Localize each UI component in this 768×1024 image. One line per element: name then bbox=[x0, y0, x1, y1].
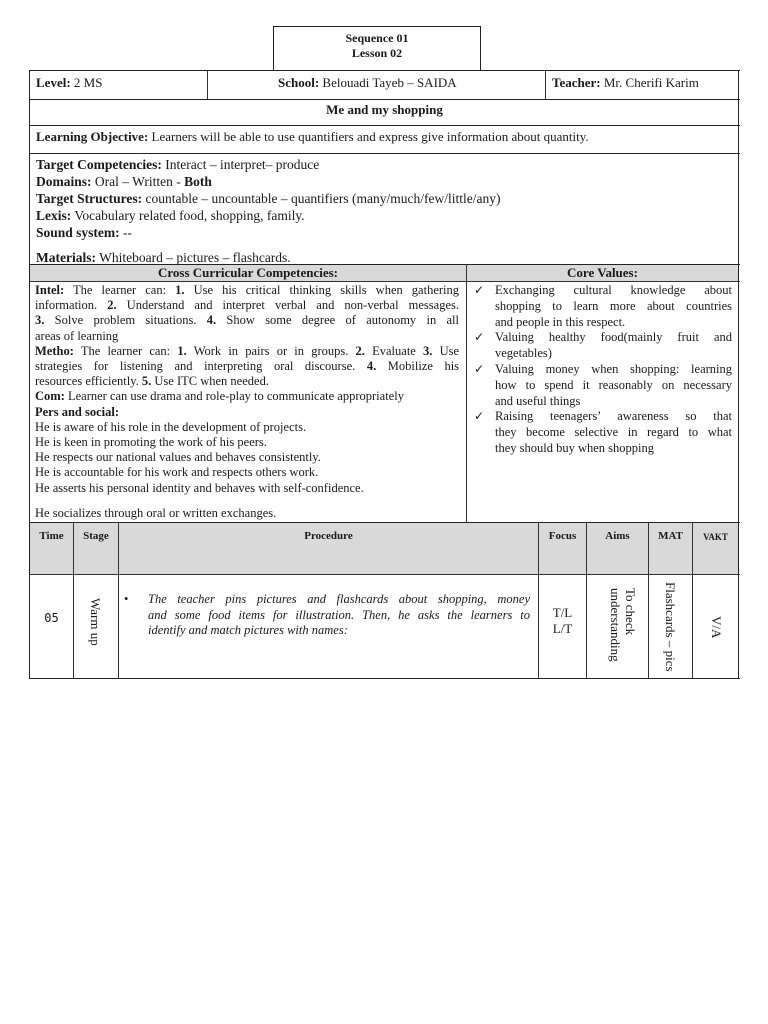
check-icon: ✓ bbox=[474, 409, 485, 424]
pers-line: He is keen in promoting the work of his peers. bbox=[35, 435, 267, 450]
domains-value: Oral – Written - bbox=[94, 174, 181, 189]
table-border bbox=[29, 678, 740, 679]
value-line: Exchanging cultural knowledge about bbox=[495, 283, 732, 297]
level-value: 2 MS bbox=[73, 75, 103, 90]
value-line: vegetables) bbox=[495, 346, 552, 361]
metho-line-3 bbox=[35, 374, 459, 389]
num: 1. bbox=[175, 283, 185, 297]
check-icon: ✓ bbox=[474, 283, 485, 297]
intel-line-4: areas of learning bbox=[35, 328, 119, 343]
objective-text: Learners will be able to use quantifiers and express give information about quantity. bbox=[151, 129, 589, 144]
aims-line: To check bbox=[623, 588, 638, 636]
text: Learner can use drama and role-play to communicate appropriately bbox=[67, 389, 404, 404]
teacher-value: Mr. Cherifi Karim bbox=[603, 75, 699, 90]
school-value: Belouadi Tayeb – SAIDA bbox=[322, 75, 457, 90]
value-line: shopping to learn more about countries bbox=[495, 298, 732, 313]
row-stage: Warm up bbox=[88, 598, 103, 646]
structures-label: Target Structures: bbox=[36, 191, 143, 206]
text: Use ITC when needed. bbox=[154, 374, 269, 389]
table-border bbox=[545, 70, 546, 99]
domains-bold: Both bbox=[184, 174, 212, 189]
school-label: School: bbox=[278, 75, 320, 90]
metho-label: Metho: bbox=[35, 343, 74, 358]
materials-label: Materials: bbox=[36, 250, 96, 265]
pers-label: Pers and social: bbox=[35, 404, 120, 419]
objective-label: Learning Objective: bbox=[36, 129, 149, 144]
procedure-line: The teacher pins pictures and flashcards about shopping, money bbox=[148, 592, 530, 606]
materials-line bbox=[36, 249, 501, 266]
competencies-label: Target Competencies: bbox=[36, 157, 162, 172]
num: 4. bbox=[206, 313, 217, 328]
num: 5. bbox=[141, 374, 152, 389]
header-aims: Aims bbox=[605, 530, 630, 542]
num: 4. bbox=[366, 359, 377, 374]
pers-line: He asserts his personal identity and behaves with self-confidence. bbox=[35, 480, 364, 495]
table-border bbox=[29, 70, 740, 71]
value-item bbox=[472, 362, 732, 409]
text: Use his critical thinking skills when gathering bbox=[193, 283, 459, 297]
details-block bbox=[36, 156, 501, 266]
materials-value: Whiteboard – pictures – flashcards. bbox=[99, 250, 291, 265]
value-line: and people in this respect. bbox=[495, 314, 626, 329]
aims-line: understanding bbox=[608, 588, 623, 662]
sound-value: -- bbox=[123, 225, 133, 240]
value-line: they should buy when shopping bbox=[495, 440, 655, 455]
procedure-line: and some food items for illustration. Then, he asks the learners to bbox=[148, 607, 530, 622]
value-line: Valuing money when shopping: learning bbox=[495, 361, 732, 376]
table-border bbox=[207, 70, 208, 99]
row-mat: Flashcards – pics bbox=[663, 582, 678, 672]
value-item bbox=[472, 330, 732, 362]
header-mat: MAT bbox=[658, 530, 683, 542]
intel-label: Intel: bbox=[35, 283, 65, 297]
table-border bbox=[29, 574, 740, 575]
lesson-label: Lesson 02 bbox=[351, 46, 403, 60]
text: Mobilize his bbox=[387, 359, 460, 374]
num: 2. bbox=[107, 298, 117, 313]
objective-row bbox=[36, 129, 589, 144]
text: Evaluate bbox=[372, 343, 416, 358]
header-stage: Stage bbox=[83, 530, 109, 542]
text: strategies for listening and interpreting oral discourse. bbox=[35, 359, 356, 374]
pers-line: He socializes through oral or written exchanges. bbox=[35, 505, 277, 520]
pers-line: He respects our national values and behaves consistently. bbox=[35, 450, 321, 465]
sequence-box bbox=[273, 26, 481, 70]
focus-line: L/T bbox=[552, 621, 573, 636]
table-border bbox=[29, 125, 740, 126]
domains-line bbox=[36, 173, 501, 190]
metho-line-2 bbox=[35, 359, 459, 374]
num: 3. bbox=[423, 343, 433, 358]
sequence-label: Sequence 01 bbox=[345, 31, 409, 45]
cross-curricular-header: Cross Curricular Competencies: bbox=[30, 265, 466, 281]
num: 1. bbox=[177, 343, 187, 358]
intel-line-1 bbox=[35, 283, 459, 298]
domains-label: Domains: bbox=[36, 174, 92, 189]
num: 3. bbox=[35, 313, 45, 328]
teacher-label: Teacher: bbox=[552, 75, 601, 90]
procedure-line: identify and match pictures with names: bbox=[148, 623, 348, 637]
metho-line-1 bbox=[35, 344, 459, 359]
text: Solve problem situations. bbox=[54, 313, 197, 328]
value-line: how to spend it reasonably on necessary bbox=[495, 377, 732, 392]
sound-label: Sound system: bbox=[36, 225, 120, 240]
value-line: Raising teenagers’ awareness so that bbox=[495, 409, 732, 424]
lesson-title: Me and my shopping bbox=[326, 102, 443, 117]
competencies-line bbox=[36, 156, 501, 173]
check-icon: ✓ bbox=[474, 330, 485, 345]
table-border bbox=[29, 70, 30, 679]
focus-line: T/L bbox=[552, 605, 573, 620]
com-label: Com: bbox=[35, 389, 65, 404]
text: Work in pairs or in groups. bbox=[193, 343, 349, 358]
header-time: Time bbox=[39, 530, 64, 542]
intel-line-2 bbox=[35, 298, 459, 313]
row-time: 05 bbox=[44, 611, 59, 625]
check-icon: ✓ bbox=[474, 361, 485, 376]
core-values-list bbox=[472, 283, 732, 457]
value-line: and useful things bbox=[495, 393, 581, 408]
level-label: Level: bbox=[36, 75, 71, 90]
table-border bbox=[29, 153, 740, 154]
value-line: Valuing healthy food(mainly fruit and bbox=[495, 330, 732, 345]
cross-curricular-content bbox=[35, 283, 459, 521]
core-values-header: Core Values: bbox=[467, 265, 738, 281]
text: The learner can: bbox=[80, 343, 171, 358]
competencies-value: Interact – interpret– produce bbox=[165, 157, 320, 172]
table-border bbox=[466, 264, 467, 522]
table-border bbox=[29, 281, 740, 282]
bullet-icon: • bbox=[124, 592, 129, 606]
text: information. bbox=[35, 298, 98, 313]
intel-line-3 bbox=[35, 313, 459, 328]
text: Use bbox=[439, 343, 460, 358]
header-focus: Focus bbox=[548, 530, 577, 542]
header-vakt: VAKT bbox=[703, 532, 728, 542]
pers-line: He is accountable for his work and respects others work. bbox=[35, 465, 319, 480]
value-line: they become selective in regard to what bbox=[495, 425, 732, 440]
lexis-value: Vocabulary related food, shopping, family. bbox=[74, 208, 305, 223]
row-procedure bbox=[124, 592, 530, 639]
row-aims bbox=[608, 588, 638, 662]
table-border bbox=[29, 99, 740, 100]
level-cell bbox=[36, 75, 102, 90]
text: The learner can: bbox=[73, 283, 167, 297]
text: Show some degree of autonomy in all bbox=[226, 313, 459, 328]
row-focus bbox=[539, 605, 586, 637]
header-procedure: Procedure bbox=[304, 530, 353, 542]
text: resources efficiently. bbox=[35, 374, 139, 389]
school-cell bbox=[278, 75, 457, 90]
num: 2. bbox=[355, 343, 365, 358]
table-border bbox=[738, 70, 739, 679]
value-item bbox=[472, 409, 732, 456]
structures-line bbox=[36, 190, 501, 207]
text: Understand and interpret verbal and non-verbal messages. bbox=[126, 298, 460, 313]
lexis-label: Lexis: bbox=[36, 208, 72, 223]
lexis-line bbox=[36, 207, 501, 224]
teacher-cell bbox=[552, 75, 699, 90]
sound-line bbox=[36, 224, 501, 241]
pers-line: He is aware of his role in the development of projects. bbox=[35, 419, 307, 434]
com-line bbox=[35, 389, 459, 404]
value-item bbox=[472, 283, 732, 330]
row-vakt: V/A bbox=[709, 616, 724, 639]
structures-value: countable – uncountable – quantifiers (many/much/few/little/any) bbox=[145, 191, 501, 206]
